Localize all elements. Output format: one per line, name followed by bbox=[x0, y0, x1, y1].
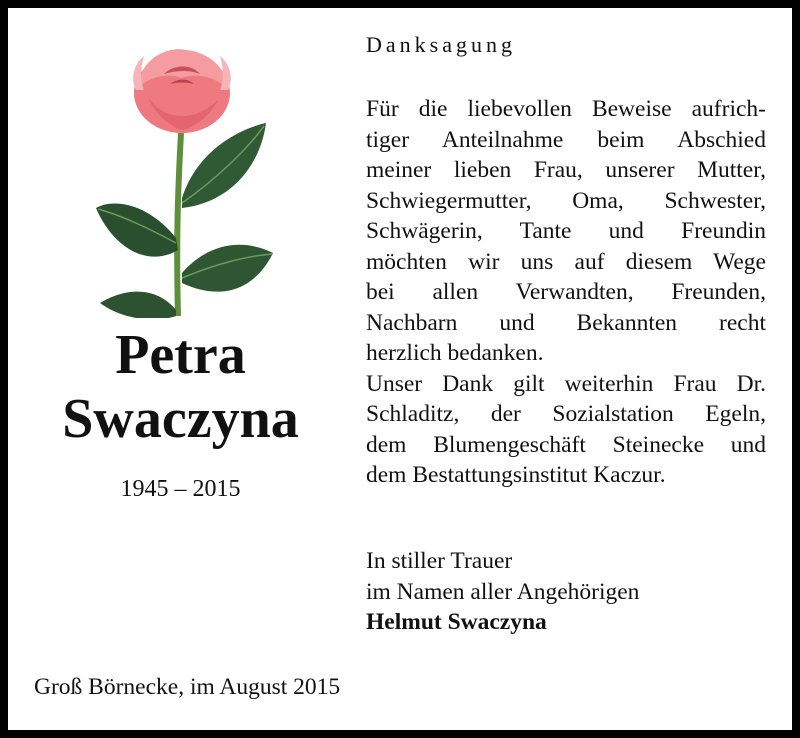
text-line: tiger Anteilnahme beim Abschied bbox=[366, 126, 766, 153]
life-years: 1945 – 2015 bbox=[120, 476, 241, 502]
text-line: meiner lieben Frau, unserer Mutter, bbox=[366, 157, 766, 183]
signer-name: Helmut Swaczyna bbox=[366, 609, 547, 635]
right-column bbox=[366, 30, 766, 491]
heading: Danksagung bbox=[366, 32, 516, 57]
last-name: Swaczyna bbox=[62, 388, 299, 450]
rose-image bbox=[78, 38, 288, 318]
thanks-text bbox=[366, 94, 766, 491]
closing-block bbox=[366, 546, 639, 638]
text-line: herzlich bedanken. bbox=[366, 340, 544, 366]
text-line: Für die liebevollen Beweise aufrich- bbox=[366, 96, 766, 122]
text-line: Schwägerin, Tante und Freundin bbox=[366, 218, 766, 244]
text-line: dem Blumengeschäft Steinecke und bbox=[366, 431, 766, 458]
place-date: Groß Börnecke, im August 2015 bbox=[34, 674, 341, 700]
text-line: bei allen Verwandten, Freunden, bbox=[366, 279, 766, 305]
first-name: Petra bbox=[115, 324, 246, 386]
text-line: möchten wir uns auf diesem Wege bbox=[366, 248, 766, 275]
text-line: Unser Dank gilt weiterhin Frau Dr. bbox=[366, 370, 766, 397]
closing-line-1: In stiller Trauer bbox=[366, 548, 513, 574]
text-line: Schwiegermutter, Oma, Schwester, bbox=[366, 187, 766, 214]
text-line: Nachbarn und Bekannten recht bbox=[366, 309, 766, 336]
obituary-notice bbox=[8, 8, 792, 730]
closing-line-2: im Namen aller Angehörigen bbox=[366, 578, 640, 605]
text-line: Schladitz, der Sozialstation Egeln, bbox=[366, 401, 766, 427]
text-line: dem Bestattungsinstitut Kaczur. bbox=[366, 462, 666, 488]
